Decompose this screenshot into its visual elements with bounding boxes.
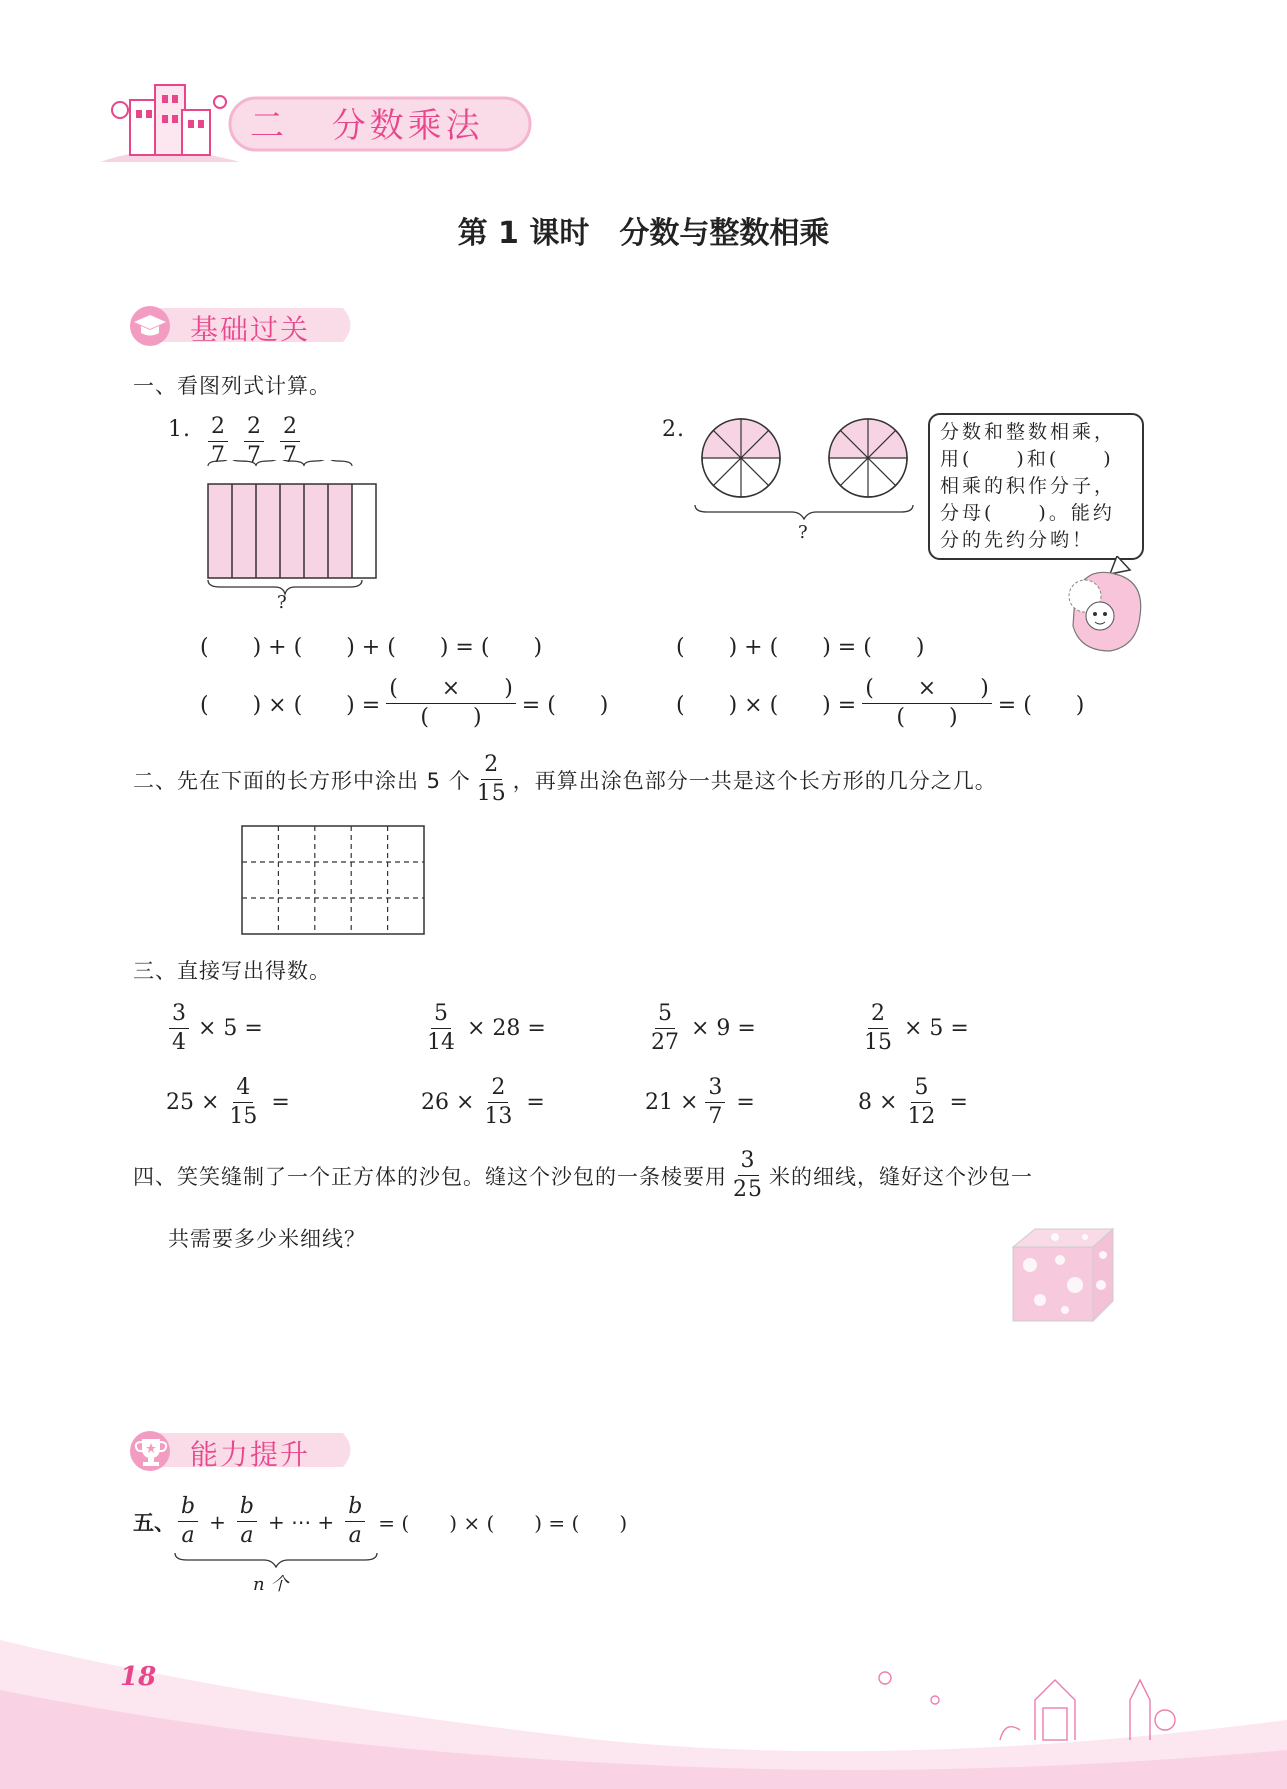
fraction-label: $\frac{2}{7}$	[244, 416, 264, 467]
section-title-advanced: 能力提升	[190, 1438, 311, 1471]
q1-part1-number: 1.	[168, 417, 191, 442]
answer-blank[interactable]	[209, 632, 253, 663]
q1-label: 一、看图列式计算。	[133, 374, 331, 398]
q1-part1-addition-row: ( ) + ( ) + ( ) = ( )	[200, 632, 542, 663]
hint-line: 分数和整数相乘，	[940, 421, 1117, 443]
q3-item[interactable]: 26 × $\frac{2}{13}$ =	[421, 1075, 545, 1129]
q3-item[interactable]: 21 × $\frac{3}{7}$ =	[645, 1075, 755, 1129]
answer-blank[interactable]	[489, 632, 533, 663]
hint-line: 分的先约分哟！	[940, 529, 1095, 551]
chapter-banner	[100, 70, 540, 170]
q3-item[interactable]: $\frac{5}{27}$ × 9 =	[651, 1001, 756, 1055]
q1-part2-question-mark: ?	[798, 522, 808, 543]
q1-part2-number: 2.	[662, 417, 685, 442]
q2-rectangle-grid[interactable]	[241, 825, 426, 935]
page-number: 18	[120, 1662, 157, 1692]
q3-item[interactable]: $\frac{3}{4}$ × 5 =	[166, 1003, 263, 1054]
answer-blank[interactable]	[396, 632, 440, 663]
trophy-icon	[133, 1434, 169, 1468]
answer-blank[interactable]	[872, 632, 916, 663]
answer-blank[interactable]	[302, 632, 346, 663]
q1-part2-brace	[692, 503, 916, 521]
q3-item[interactable]: $\frac{5}{14}$ × 28 =	[427, 1001, 546, 1055]
hint-line: 用( )和( )	[940, 448, 1114, 470]
q4-text-line1: 四、笑笑缝制了一个正方体的沙包。缝这个沙包的一条棱要用 $\frac{3}{25}$ 米的细线，缝好这个沙包一	[133, 1148, 1033, 1202]
q1-part2-pie-diagram	[690, 410, 920, 505]
cube-sandbag-icon	[1005, 1225, 1117, 1325]
q2-text: 二、先在下面的长方形中涂出 5 个 $\frac{2}{15}$ ，再算出涂色部分一共是这个长方形的几分之几。	[133, 752, 997, 806]
q3-item[interactable]: 8 × $\frac{5}{12}$ =	[858, 1075, 968, 1129]
lesson-title: 第 1 课时 分数与整数相乘	[457, 216, 830, 251]
chapter-title: 分数乘法	[331, 106, 484, 146]
hint-line: 分母( )。能约	[940, 502, 1115, 524]
hint-line: 相乘的积作分子，	[940, 475, 1117, 497]
fraction-label: $\frac{2}{7}$	[280, 416, 300, 467]
q1-part1-bar-diagram	[200, 460, 390, 580]
answer-blank[interactable]	[778, 632, 822, 663]
footer-wave-decoration	[0, 1600, 1287, 1789]
q3-item[interactable]: 25 × $\frac{4}{15}$ =	[166, 1075, 290, 1129]
chapter-number: 二	[250, 106, 288, 146]
graduation-cap-icon	[132, 312, 168, 342]
answer-blank[interactable]	[685, 632, 729, 663]
q5-expression[interactable]: 五、 $\frac{b}{a}$ + $\frac{b}{a}$ + ⋯ + $\frac{b}{a}$ = ( ) × ( ) = ( )	[133, 1494, 628, 1548]
q5-brace	[172, 1551, 380, 1569]
q3-label: 三、直接写出得数。	[133, 959, 331, 983]
girl-character-icon	[1055, 556, 1145, 656]
hint-speech-bubble	[928, 413, 1144, 560]
q1-part1-question-mark: ?	[277, 592, 287, 613]
fraction-label: $\frac{2}{7}$	[208, 416, 228, 467]
section-header-advanced	[128, 1425, 358, 1475]
q3-item[interactable]: $\frac{2}{15}$ × 5 =	[864, 1001, 969, 1055]
q1-part1-multiplication-row[interactable]: ( ) × ( ) = $\frac{( \times )}{( )}$ = ( )	[200, 676, 609, 730]
section-title-basic: 基础过关	[190, 313, 311, 346]
q1-part2-multiplication-row[interactable]: ( ) × ( ) = $\frac{( \times )}{( )}$ = ( )	[676, 676, 1085, 730]
q4-text-line2: 共需要多少米细线？	[168, 1227, 366, 1251]
section-header-basic	[128, 300, 358, 350]
q5-brace-label: n 个	[253, 1574, 289, 1595]
q1-part2-addition-row: ( ) + ( ) = ( )	[676, 632, 924, 663]
